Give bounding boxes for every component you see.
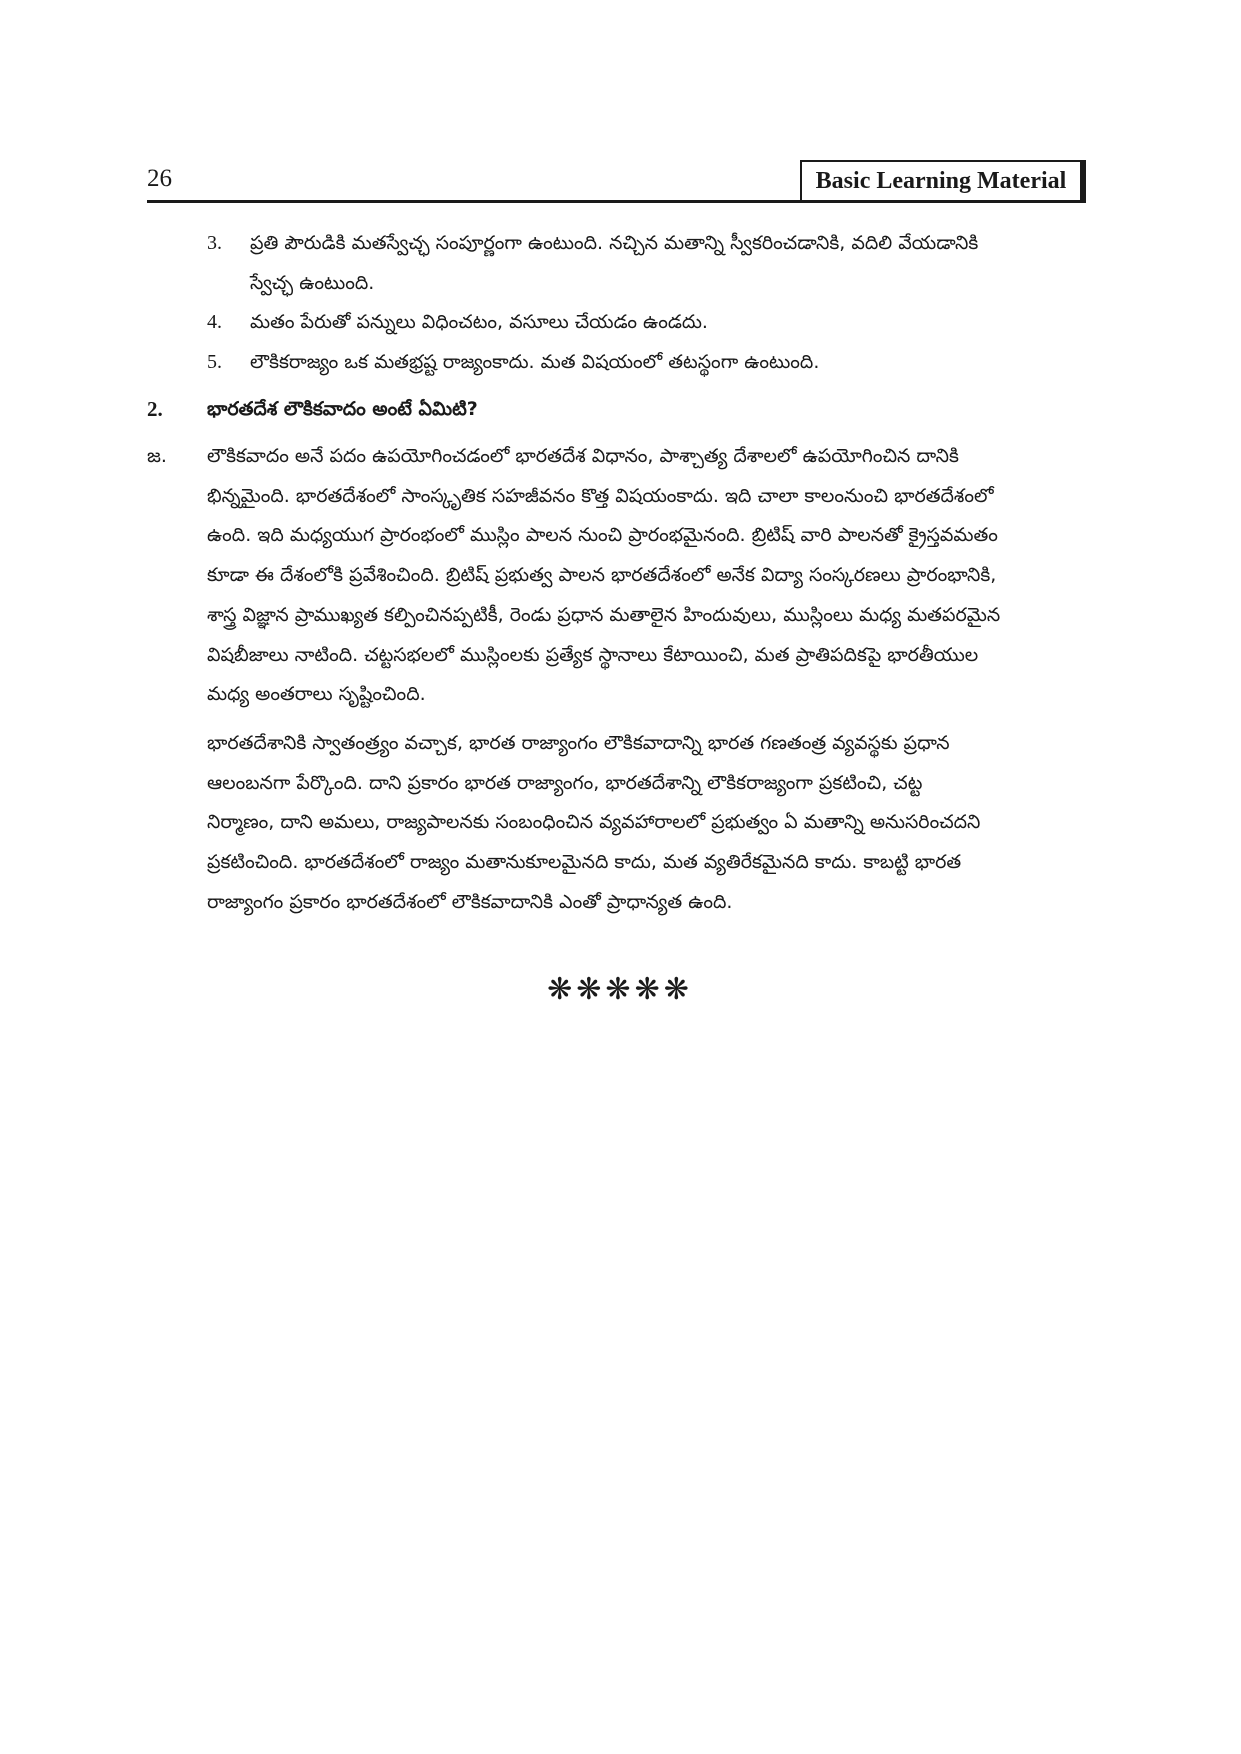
answer-line: ప్రకటించింది. భారతదేశంలో రాజ్యం మతానుకూలమైనది కాదు, మత వ్యతిరేకమైనది కాదు. కాబట్టి భారత (207, 851, 962, 873)
list-item-number: 3. (207, 232, 222, 254)
header-divider (147, 200, 1086, 203)
answer-line: భారతదేశానికి స్వాతంత్ర్యం వచ్చాక, భారత రాజ్యాంగం లౌకికవాదాన్ని భారత గణతంత్ర వ్యవస్థకు ప్రధాన (207, 732, 950, 754)
end-of-section-stars: ❋❋❋❋❋ (547, 972, 693, 1007)
list-item-number: 4. (207, 311, 222, 333)
list-item-line: ప్రతి పౌరుడికి మతస్వేచ్ఛ సంపూర్ణంగా ఉంటుంది. నచ్చిన మతాన్ని స్వీకరించడానికి, వదిలి వేయడానికి (250, 232, 979, 254)
page-number: 26 (147, 165, 172, 192)
list-item-line: మతం పేరుతో పన్నులు విధించటం, వసూలు చేయడం ఉండదు. (250, 311, 708, 333)
header-title: Basic Learning Material (800, 160, 1082, 200)
answer-line: కూడా ఈ దేశంలోకి ప్రవేశించింది. బ్రిటిష్ ప్రభుత్వ పాలన భారతదేశంలో అనేక విద్యా సంస్కరణలు ప్రారంభానికి, (207, 564, 997, 586)
answer-line: ఉంది. ఇది మధ్యయుగ ప్రారంభంలో ముస్లిం పాలన నుంచి ప్రారంభమైనంది. బ్రిటిష్ వారి పాలనతో క్రైస్తవమతం (207, 524, 998, 546)
answer-line: ఆలంబనగా పేర్కొంది. దాని ప్రకారం భారత రాజ్యాంగం, భారతదేశాన్ని లౌకికరాజ్యంగా ప్రకటించి, చట్ట (207, 772, 923, 794)
list-item-number: 5. (207, 351, 222, 373)
list-item-line: స్వేచ్ఛ ఉంటుంది. (250, 272, 375, 294)
answer-line: శాస్త్ర విజ్ఞాన ప్రాముఖ్యత కల్పించినప్పటికీ, రెండు ప్రధాన మతాలైన హిందువులు, ముస్లింలు మధ్య మతపరమైన (207, 604, 1001, 626)
answer-line: భిన్నమైంది. భారతదేశంలో సాంస్కృతిక సహజీవనం కొత్త విషయంకాదు. ఇది చాలా కాలంనుంచి భారతదేశంలో (207, 485, 994, 507)
list-item-line: లౌకికరాజ్యం ఒక మతభ్రష్ట రాజ్యంకాదు. మత విషయంలో తటస్థంగా ఉంటుంది. (250, 351, 820, 373)
answer-line: రాజ్యాంగం ప్రకారం భారతదేశంలో లౌకికవాదానికి ఎంతో ప్రాధాన్యత ఉంది. (207, 891, 733, 913)
question-number: 2. (147, 397, 163, 421)
answer-line: లౌకికవాదం అనే పదం ఉపయోగించడంలో భారతదేశ విధానం, పాశ్చాత్య దేశాలలో ఉపయోగించిన దానికి (207, 445, 959, 467)
answer-line: విషబీజాలు నాటింది. చట్టసభలలో ముస్లింలకు ప్రత్యేక స్థానాలు కేటాయించి, మత ప్రాతిపదికపై భారతీయుల (207, 644, 979, 666)
answer-line: మధ్య అంతరాలు సృష్టించింది. (207, 683, 426, 705)
answer-marker: జ. (147, 445, 167, 467)
answer-line: నిర్మాణం, దాని అమలు, రాజ్యపాలనకు సంబంధించిన వ్యవహారాలలో ప్రభుత్వం ఏ మతాన్ని అనుసరించదని (207, 811, 981, 833)
question-text: భారతదేశ లౌకికవాదం అంటే ఏమిటి? (207, 398, 478, 420)
header-box-shadow (1082, 160, 1086, 203)
